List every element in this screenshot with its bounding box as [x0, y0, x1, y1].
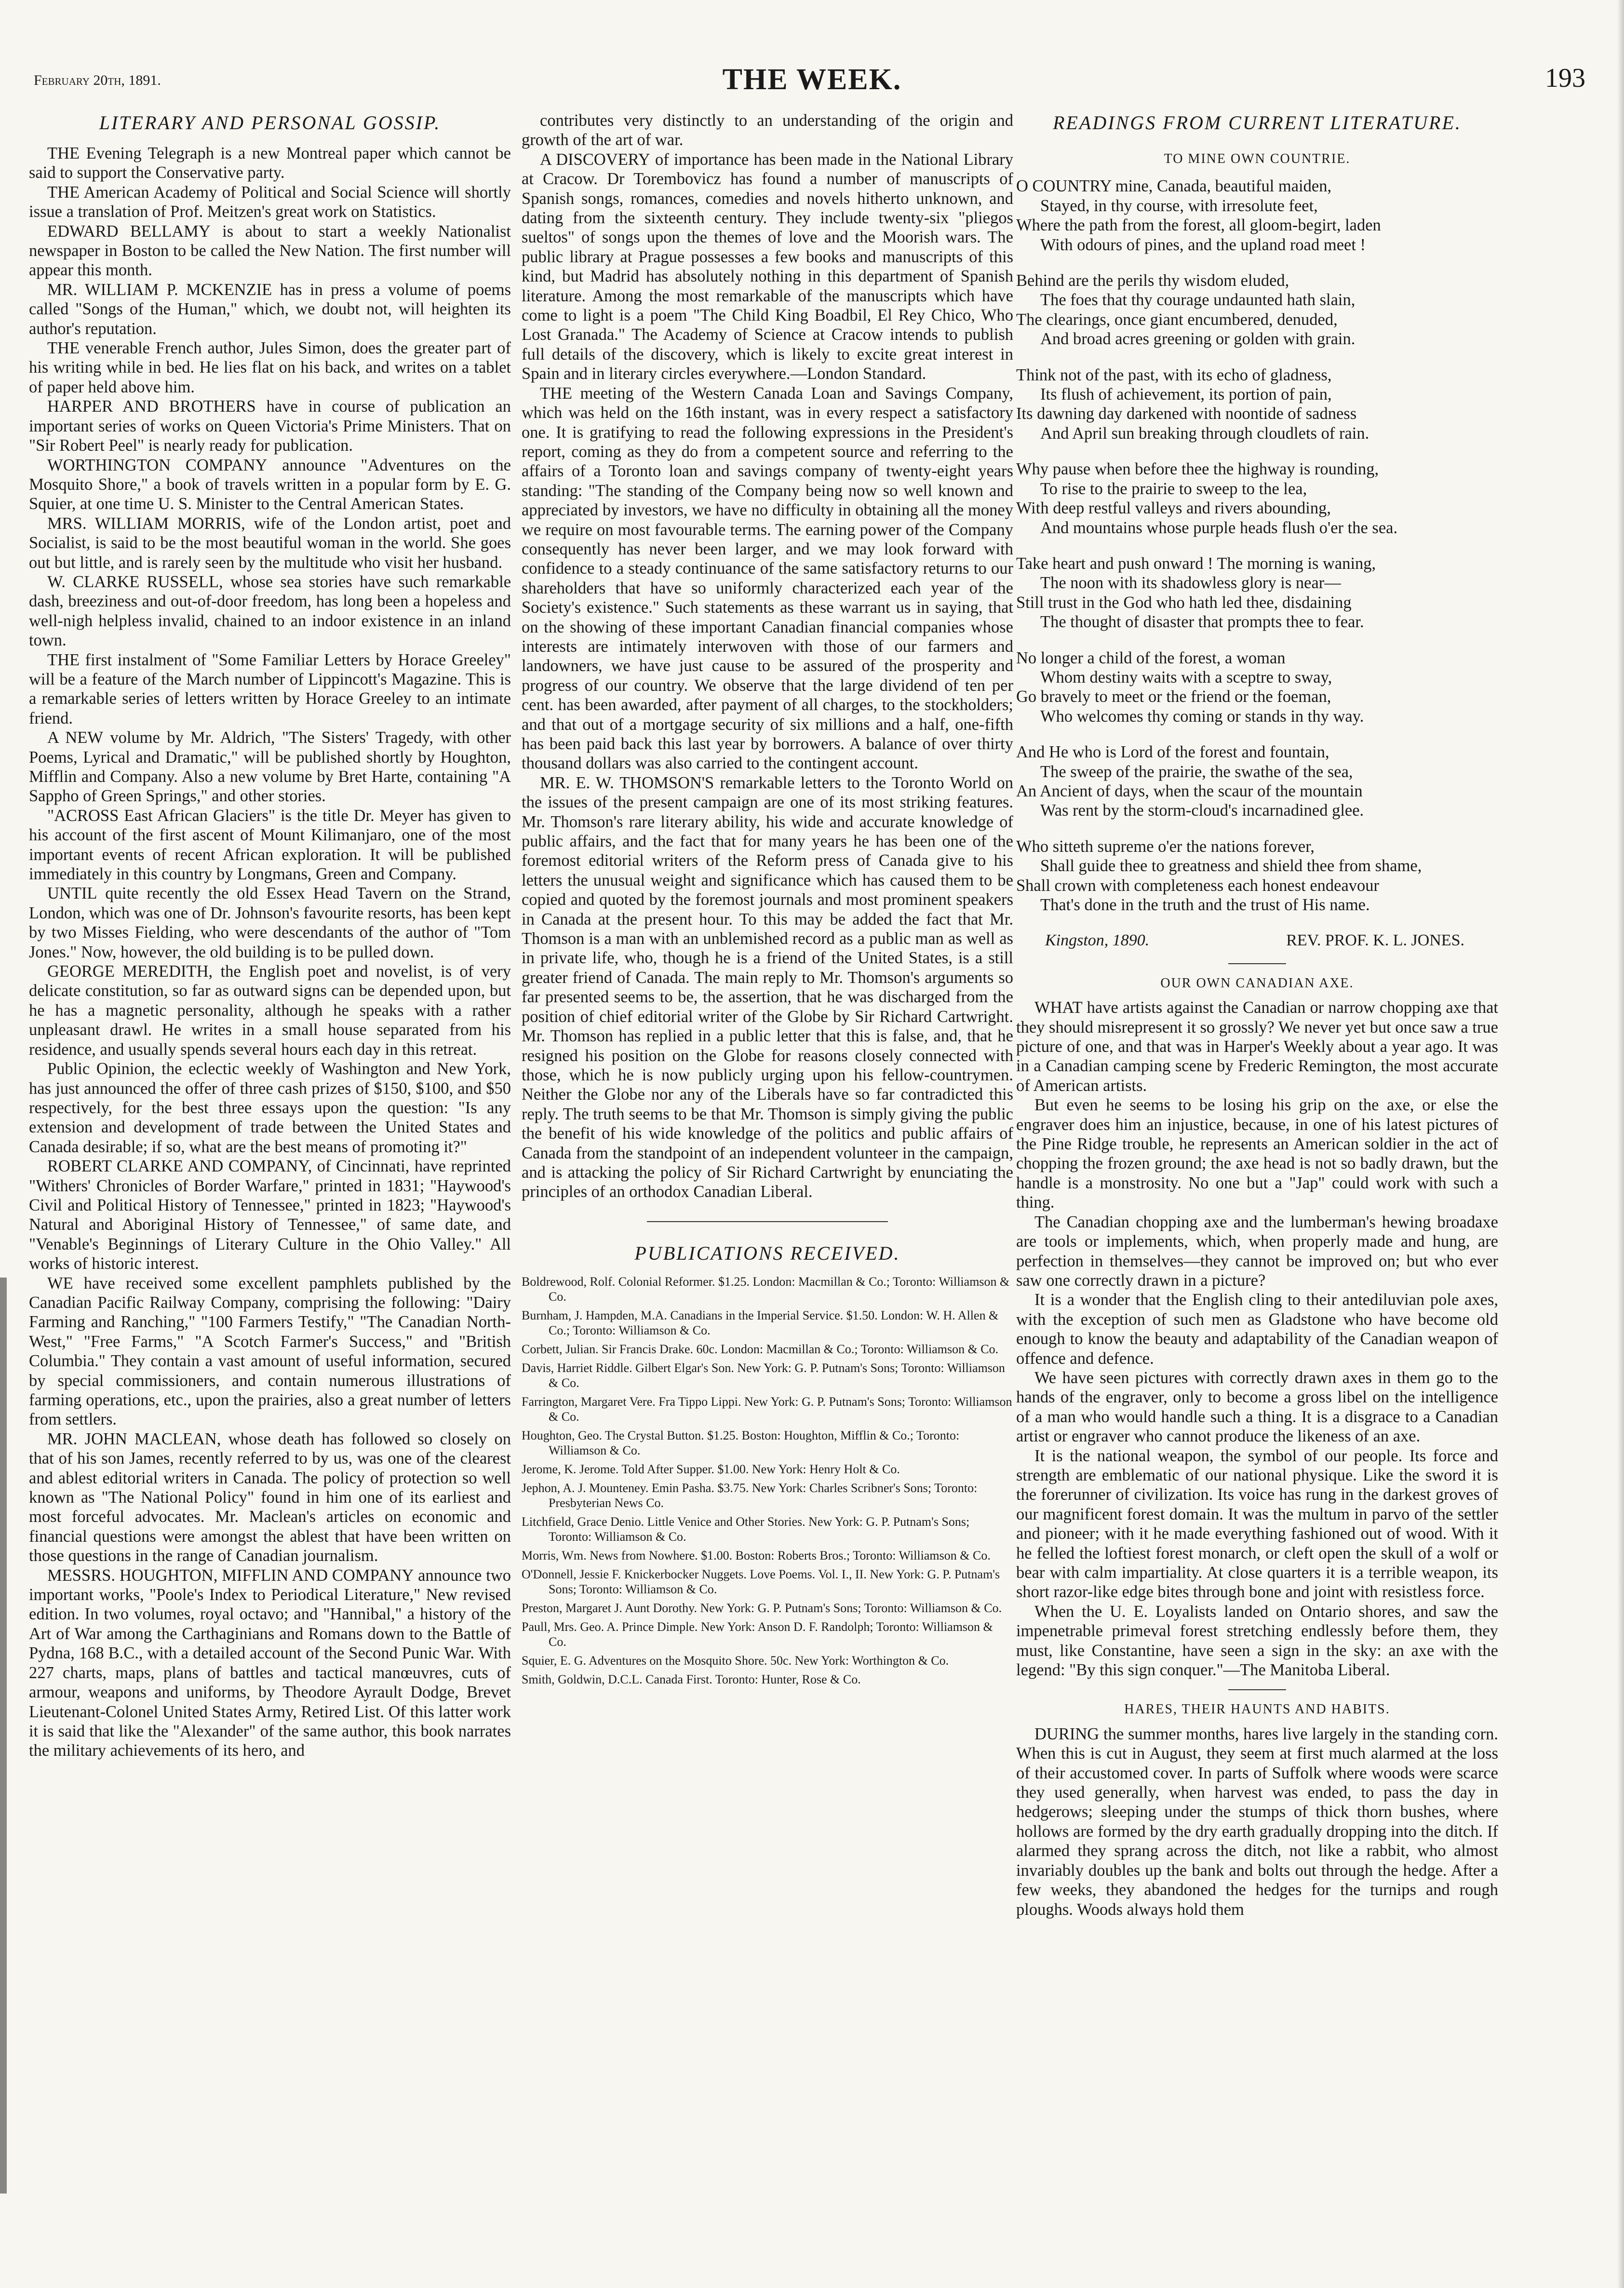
paragraph	[29, 1157, 511, 1273]
poem-stanza	[1016, 837, 1498, 915]
paragraph	[522, 150, 1013, 384]
publication-entry: Burnham, J. Hampden, M.A. Canadians in the Imperial Service. $1.50. London: W. H. Allen & Co.; Toronto: Williamson & Co.	[522, 1308, 999, 1337]
page-header	[29, 53, 1595, 96]
poem-line: Still trust in the God who hath led thee, disdaining	[1016, 593, 1352, 612]
paragraph-lead: MR. JOHN MACLEAN,	[47, 1429, 221, 1448]
paragraph-lead: HARPER AND BROTHERS	[47, 397, 256, 416]
paragraph	[29, 456, 511, 514]
poem-line: Think not of the past, with its echo of gladness,	[1016, 365, 1332, 384]
paragraph-text: whose sea stories have such remarkable dash, breeziness and out-of-door freedom, has long been a hopeless and well-nigh helpless invalid, chained to an indoor existence in an inland town.	[29, 572, 511, 650]
middle-paragraphs	[522, 111, 1013, 1202]
poem-stanza	[1016, 365, 1498, 444]
paragraph	[29, 1274, 511, 1429]
paragraph	[1016, 1446, 1498, 1602]
poem-line: Whom destiny waits with a sceptre to sway,	[1040, 668, 1332, 686]
publication-entry: Paull, Mrs. Geo. A. Prince Dimple. New York: Anson D. F. Randolph; Toronto: Williamson & Co.	[522, 1619, 993, 1649]
paragraph-lead: EDWARD BELLAMY	[47, 222, 211, 241]
paragraph-lead: WORTHINGTON COMPANY	[47, 456, 268, 474]
paragraph	[1016, 1368, 1498, 1446]
poem-line: Its dawning day darkened with noontide of sadness	[1016, 404, 1357, 423]
publication-entry: Houghton, Geo. The Crystal Button. $1.25. Boston: Houghton, Mifflin & Co.; Toronto: Williamson & Co.	[522, 1428, 960, 1457]
paragraph-text: have artists against the Canadian or narrow chopping axe that they should misrepresent it so grossly? We never yet but once saw a true picture of one, and that was in Harper's Weekly about a year ago. It was in a Canadian camping scene by Frederic Remington, the most accurate of American artists.	[1016, 998, 1498, 1095]
paragraph-text: announce "Adventures on the Mosquito Shore," a book of travels written in a popular form by E. G. Squier, at one time U. S. Minister to the Central American States.	[29, 456, 511, 513]
poem-stanza	[1016, 176, 1498, 255]
poem-line: With deep restful valleys and rivers abounding,	[1016, 499, 1331, 518]
poem-stanza	[1016, 648, 1498, 727]
poem-signature	[1016, 931, 1498, 950]
paragraph-lead: A DISCOVERY	[540, 150, 650, 169]
paragraph-lead: UNTIL	[47, 884, 97, 903]
paragraph-text: the summer months, hares live largely in the standing corn. When this is cut in August, they seem at first much alarmed at the loss of their accustomed cover. In parts of Suffolk where woods were scarce they used generally, when harvest was ended, to pass the day in hedgerows; sleeping under the stumps of thick thorn bushes, where hollows are formed by the dry earth gradually dropping into the ditch. If alarmed they sprang across the ditch, not like a rabbit, who almost invariably doubles up the bank and bolts out through the hedge. After a few weeks, they abandoned the hedges for the turnips and rough ploughs. Woods always hold them	[1016, 1724, 1498, 1919]
paragraph-text: American Academy of Political and Social Science will shortly issue a translation of Prof. Meitzen's great work on Statistics.	[29, 183, 511, 221]
signature-place: Kingston, 1890.	[1045, 931, 1150, 950]
paragraph-text: It is the national weapon, the symbol of our people. Its force and strength are emblematic of our national physique. Like the sword it is the forerunner of civilization. Its voice has rung in the darkest groves of our magnificent forest domain. It was the multum in parvo of the settler and pioneer; with it he made everything fashioned out of wood. With it he felled the loftiest forest monarch, or cleft open the skull of a wolf or bear with calm impartiality. At close quarters it is a terrible weapon, its short razor-like edge bites through bone and joint with resistless force.	[1016, 1446, 1498, 1602]
paragraph-text: But even he seems to be losing his grip on the axe, or else the engraver does him an injustice, because, in one of his latest pictures of the Pine Ridge trouble, he represents an American soldier in the act of chopping the frozen ground; the axe head is not so badly drawn, but the handle is a monstrosity. No one but a "Jap" could work with such a thing.	[1016, 1096, 1498, 1212]
paragraph-text: It is a wonder that the English cling to their antediluvian pole axes, with the exception of such men as Gladstone who have become old enough to know the beauty and adaptability of the Canadian weapon of offence and defence.	[1016, 1291, 1498, 1368]
paragraph	[522, 111, 1013, 150]
gossip-paragraphs	[29, 144, 511, 1761]
paragraph-lead: THE	[47, 339, 80, 358]
axe-article-body	[1016, 998, 1498, 1680]
paragraph	[29, 514, 511, 572]
poem-line: The noon with its shadowless glory is near—	[1040, 574, 1341, 592]
section-heading-gossip: LITERARY AND PERSONAL GOSSIP.	[99, 112, 441, 134]
paragraph-text: the English poet and novelist, is of very delicate constitution, so far as outward signs can be depended upon, but he has a magnetic personality, although he speaks with a rather unpleasant drawl. He writes in a small house separated from his residence, and usually spends several hours each day in this retreat.	[29, 962, 511, 1059]
paragraph-text: is about to start a weekly Nationalist newspaper in Boston to be called the New Nation. The first number will appear this month.	[29, 222, 511, 280]
paragraph-text: has in press a volume of poems called "Songs of the Human," which, we doubt not, will heighten its author's reputation.	[29, 280, 511, 338]
poem-line: And April sun breaking through cloudlets of rain.	[1040, 424, 1369, 443]
paragraph	[1016, 1290, 1498, 1368]
paragraph	[29, 1059, 511, 1157]
paragraph-text: first instalment of "Some Familiar Letters by Horace Greeley" will be a feature of the March number of Lippincott's Magazine. This is a remarkable series of letters written by Horace Greeley to an intimate friend.	[29, 650, 511, 727]
divider	[1228, 1689, 1286, 1690]
hares-article-body	[1016, 1724, 1498, 1919]
masthead-title: THE WEEK.	[722, 63, 902, 96]
poem-line: Who sitteth supreme o'er the nations forever,	[1016, 837, 1315, 856]
section-heading-readings: READINGS FROM CURRENT LITERATURE.	[1053, 112, 1462, 134]
paragraph-text: meeting of the Western Canada Loan and Savings Company, which was held on the 16th instant, was in every respect a satisfactory one. It is gratifying to read the following expressions in the President's report, coming as they do from a competent source and referring to the affairs of a Toronto loan and savings company of twenty-eight years standing: "The standing of the Company being now so well known and appreciated by investors, we have no difficulty in obtaining all the money we require on most favourable terms. The earning power of the Company consequently has never been larger, and we may look forward with confidence to a steady continuance of the same satisfactory returns to our shareholders that have so uniformly characterized each year of the Society's existence." Such statements as these warrant us in saying, that on the showing of these important Canadian financial companies whose interests are intimately interwoven with those of our farmers and landowners, we have just cause to be assured of the prosperity and progress of our country. We observe that the large dividend of ten per cent. has been awarded, after payment of all charges, to the stockholders; and that out of a mortgage security of six millions and a half, one-fifth has been paid back this last year by borrowers. A balance of over thirty thousand dollars was also carried to the contingent account.	[522, 384, 1013, 773]
poem-line: An Ancient of days, when the scaur of the mountain	[1016, 781, 1363, 800]
paragraph-text: whose death has followed so closely on that of his son James, recently referred to by us, was one of the clearest and ablest editorial writers in Canada. The policy of protection so well known as "The National Policy" found in him one of its earliest and most forceful advocates. Mr. Maclean's articles on economic and financial questions were amongst the ablest that have been written on those questions in the range of Canadian journalism.	[29, 1429, 511, 1565]
page-number: 193	[1545, 63, 1585, 93]
paragraph	[522, 773, 1013, 1202]
poem-line: That's done in the truth and the trust of His name.	[1040, 896, 1370, 914]
divider	[1228, 963, 1286, 964]
paragraph-lead: WHAT	[1034, 998, 1083, 1017]
paragraph-lead: THE	[47, 650, 80, 669]
poem-stanza	[1016, 554, 1498, 632]
paragraph-lead: GEORGE MEREDITH,	[47, 962, 213, 981]
poem-line: With odours of pines, and the upland road meet !	[1040, 235, 1366, 254]
poem-line: Shall guide thee to greatness and shield thee from shame,	[1040, 857, 1422, 875]
article-title-axe: OUR OWN CANADIAN AXE.	[1160, 975, 1354, 991]
poem-line: And broad acres greening or golden with grain.	[1040, 330, 1356, 349]
paragraph-text: The Canadian chopping axe and the lumberman's hewing broadaxe are tools or implements, which, when properly made and hung, are perfection in themselves—they cannot be improved on; but who ever saw one correctly drawn in a picture?	[1016, 1212, 1498, 1290]
paragraph	[29, 806, 511, 884]
publication-entry: Corbett, Julian. Sir Francis Drake. 60c. London: Macmillan & Co.; Toronto: Williamson & Co.	[522, 1342, 999, 1356]
poem-line: Stayed, in thy course, with irresolute feet,	[1040, 196, 1318, 215]
paragraph-text: wife of the London artist, poet and Socialist, is said to be the most beautiful woman in the world. She goes out but little, and is rarely seen by the multitude who visit her husband.	[29, 514, 511, 572]
poem-line: Take heart and push onward ! The morning is waning,	[1016, 554, 1376, 573]
paragraph-text: remarkable letters to the Toronto World on the issues of the present campaign are one of its most striking features. Mr. Thomson's rare literary ability, his wide and accurate knowledge of public affairs, and the fact that for many years he has been one of the foremost editorial writers of the Reform press of Canada give to his letters the unusual weight and significance which has caused them to be copied and quoted by the foremost journals and most prominent speakers in Canada at the present hour. To this may be added the fact that Mr. Thomson is a man with an unblemished record as a public man as well as in private life, who, though he is a friend of the United States, is a still greater friend of Canada. The main reply to Mr. Thomson's arguments so far presented seems to be, the assertion, that he was discharged from the position of chief editorial writer of the Globe by Sir Richard Cartwright. Mr. Thomson has replied in a public letter that this is false, and, that he resigned his position on the Globe for reasons closely connected with those, which he is now publicly urging upon his fellow-countrymen. Neither the Globe nor any of the Liberals have so far contradicted this reply. The truth seems to be that Mr. Thomson is simply giving the public the benefit of his wide knowledge of the politics and public affairs of Canada from the standpoint of an independent volunteer in the campaign, and is attacking the policy of Sir Richard Cartwright by enunciating the principles of an orthodox Canadian Liberal.	[522, 773, 1013, 1201]
poem-line: The thought of disaster that prompts thee to fear.	[1040, 613, 1364, 632]
publication-entry: Davis, Harriet Riddle. Gilbert Elgar's Son. New York: G. P. Putnam's Sons; Toronto: Williamson & Co.	[522, 1360, 1005, 1390]
paragraph-text: Public Opinion, the eclectic weekly of Washington and New York, has just announced the offer of three cash prizes of $150, $100, and $50 respectively, for the best three essays upon the question: "Is any extension and development of trade between the United States and Canada desirable; if so, what are the best means of promoting it?"	[29, 1060, 511, 1156]
paragraph-text: have received some excellent pamphlets published by the Canadian Pacific Railway Company, comprising the following: "Dairy Farming and Ranching," "100 Farmers Testify," "The Canadian North-West," "Free Farms," "A Scotch Farmer's Success," and "British Columbia." They contain a vast amount of useful information, secured by special commissioners, and contain numerous illustrations of farming operations, etc., upon the prairies, also a great number of letters from settlers.	[29, 1274, 511, 1429]
paragraph-lead: MR. WILLIAM P. MCKENZIE	[47, 280, 272, 299]
poem-line: The foes that thy courage undaunted hath slain,	[1040, 291, 1356, 310]
column-readings	[1016, 111, 1498, 1919]
poem-line: Where the path from the forest, all gloom-begirt, laden	[1016, 216, 1381, 235]
paragraph-lead: MR. E. W. THOMSON'S	[540, 773, 714, 792]
paragraph-text: volume by Mr. Aldrich, "The Sisters' Tragedy, with other Poems, Lyrical and Dramatic," will be published shortly by Houghton, Mifflin and Company. Also a new volume by Bret Harte, containing "A Sappho of Green Springs," and other stories.	[29, 728, 511, 806]
paragraph	[1016, 998, 1498, 1095]
paragraph	[29, 338, 511, 397]
poem-line: Who welcomes thy coming or stands in thy way.	[1040, 707, 1364, 726]
poem-stanza	[1016, 459, 1498, 538]
poem-stanza	[1016, 742, 1498, 821]
paragraph	[29, 280, 511, 338]
paragraph-lead: A NEW	[47, 728, 103, 747]
paragraph-text: venerable French author, Jules Simon, does the greater part of his writing while in bed. He lies flat on his back, and writes on a tablet of paper held above him.	[29, 339, 511, 396]
publication-entry: Boldrewood, Rolf. Colonial Reformer. $1.25. London: Macmillan & Co.; Toronto: Williamson & Co.	[522, 1274, 1010, 1304]
paragraph	[29, 962, 511, 1059]
publication-entry: O'Donnell, Jessie F. Knickerbocker Nuggets. Love Poems. Vol. I., II. New York: G. P. Putnam's Sons; Toronto: Williamson & Co.	[522, 1567, 1000, 1596]
paragraph	[29, 397, 511, 455]
issue-date: February 20th, 1891.	[34, 72, 161, 88]
paragraph-text: When the U. E. Loyalists landed on Ontario shores, and saw the impenetrable primeval forest stretching endlessly before them, they must, like Constantine, have seen a sign in the sky: an axe with the legend: "By this sign conquer."—The Manitoba Liberal.	[1016, 1602, 1498, 1680]
paragraph	[1016, 1095, 1498, 1212]
signature-name: REV. PROF. K. L. JONES.	[1286, 931, 1464, 950]
publications-list	[522, 1274, 1013, 1687]
paragraph-lead: THE	[47, 183, 80, 202]
paragraph	[1016, 1212, 1498, 1291]
paragraph-lead: MRS. WILLIAM MORRIS,	[47, 514, 245, 533]
paragraph	[1016, 1602, 1498, 1680]
poem-line: To rise to the prairie to sweep to the lea,	[1040, 479, 1307, 498]
publication-entry: Jerome, K. Jerome. Told After Supper. $1.00. New York: Henry Holt & Co.	[522, 1462, 900, 1476]
paragraph-lead: DURING	[1034, 1724, 1100, 1743]
publication-entry: Morris, Wm. News from Nowhere. $1.00. Boston: Roberts Bros.; Toronto: Williamson & Co.	[522, 1548, 991, 1562]
paragraph	[29, 650, 511, 728]
poem-title: TO MINE OWN COUNTRIE.	[1164, 151, 1351, 166]
publication-entry: Smith, Goldwin, D.C.L. Canada First. Toronto: Hunter, Rose & Co.	[522, 1672, 861, 1686]
paragraph-text: quite recently the old Essex Head Tavern on the Strand, London, which was one of Dr. Johnson's favourite resorts, has been kept by two Misses Fielding, who were descendants of the author of "Tom Jones." Now, however, the old building is to be pulled down.	[29, 884, 511, 961]
article-title-hares: HARES, THEIR HAUNTS AND HABITS.	[1124, 1702, 1390, 1717]
paragraph	[29, 144, 511, 183]
paragraph	[522, 384, 1013, 773]
paragraph-text: contributes very distinctly to an understanding of the origin and growth of the art of war.	[522, 111, 1013, 149]
paragraph	[29, 222, 511, 280]
poem-line: The sweep of the prairie, the swathe of the sea,	[1040, 762, 1353, 781]
paragraph-lead: THE	[47, 144, 80, 162]
paragraph	[29, 1566, 511, 1761]
poem-line: No longer a child of the forest, a woman	[1016, 648, 1286, 667]
binding-edge-shadow	[0, 1278, 16, 2194]
publication-entry: Preston, Margaret J. Aunt Dorothy. New York: G. P. Putnam's Sons; Toronto: Williamson & Co.	[522, 1601, 1002, 1615]
paragraph-text: announce two important works, "Poole's Index to Periodical Literature," New revised edition. In two volumes, royal octavo; and "Hannibal," a history of the Art of War among the Carthaginians and Romans down to the Battle of Pydna, 168 B.C., with a detailed account of the Second Punic War. With 227 charts, maps, plans of battles and tactical manœuvres, cuts of armour, weapons and uniforms, by Theodore Ayrault Dodge, Brevet Lieutenant-Colonel United States Army, Retired List. Of this latter work it is said that like the "Alexander" of the same author, this book narrates the military achievements of its hero, and	[29, 1566, 511, 1760]
paragraph-text: We have seen pictures with correctly drawn axes in them go to the hands of the engraver, only to become a gross libel on the intelligence of a man who would handle such a thing. It is a disgrace to a Canadian artist or engraver who cannot produce the likeness of an axe.	[1016, 1368, 1498, 1446]
publication-entry: Squier, E. G. Adventures on the Mosquito Shore. 50c. New York: Worthington & Co.	[522, 1653, 949, 1668]
page-edge-shadow	[1617, 0, 1624, 2288]
publication-entry: Jephon, A. J. Mounteney. Emin Pasha. $3.75. New York: Charles Scribner's Sons; Toronto: Presbyterian News Co.	[522, 1480, 978, 1510]
paragraph-lead: WE	[47, 1274, 73, 1292]
poem-line: Its flush of achievement, its portion of pain,	[1040, 385, 1332, 404]
paragraph	[29, 183, 511, 222]
poem-line: And mountains whose purple heads flush o'er the sea.	[1040, 518, 1398, 537]
paragraph-text: of Cincinnati, have reprinted "Withers' Chronicles of Border Warfare," printed in 1831; "Haywood's Civil and Political History of Tennessee," printed in 1823; "Haywood's Natural and Aboriginal History of Tennessee," of same date, and "Venable's Beginnings of Literary Culture in the Ohio Valley." All works of historic interest.	[29, 1157, 511, 1273]
paragraph-text: of importance has been made in the National Library at Cracow. Dr Torembovicz has found a number of manuscripts of Spanish songs, romances, comedies and novels hitherto unknown, and dating from the sixteenth century. They include twenty-six "pliegos sueltos" of songs upon the themes of love and the Moorish wars. The public library at Prague possesses a few books and manuscripts of this kind, but Madrid has absolutely nothing in this department of Spanish literature. Among the most remarkable of the manuscripts which have come to light is a poem "The Child King Boadbil, El Rey Chico, Who Lost Granada." The Academy of Science at Cracow intends to publish full details of the discovery, which is likely to excite great interest in Spain and in literary circles everywhere.—London Standard.	[522, 150, 1013, 383]
poem-line: And He who is Lord of the forest and fountain,	[1016, 743, 1329, 762]
section-divider	[647, 1221, 888, 1222]
poem-line: O COUNTRY mine, Canada, beautiful maiden,	[1016, 177, 1332, 196]
poem-body	[1016, 176, 1498, 915]
paragraph-text: have in course of publication an important series of works on Queen Victoria's Prime Ministers. That on "Sir Robert Peel" is nearly ready for publication.	[29, 397, 511, 455]
poem-line: Was rent by the storm-cloud's incarnadined glee.	[1040, 801, 1364, 820]
poem-stanza	[1016, 271, 1498, 349]
paragraph-text: Evening Telegraph is a new Montreal paper which cannot be said to support the Conservative party.	[29, 144, 511, 182]
paragraph-text: East African Glaciers" is the title Dr. Meyer has given to his account of the first ascent of Mount Kilimanjaro, one of the most important events of recent African exploration. It will be published immediately in this country by Longmans, Green and Company.	[29, 806, 511, 884]
paragraph-lead: THE	[540, 384, 573, 403]
paragraph	[29, 572, 511, 650]
paragraph	[29, 728, 511, 806]
paragraph	[29, 884, 511, 962]
paragraph-lead: W. CLARKE RUSSELL,	[47, 572, 223, 591]
poem-line: Go bravely to meet or the friend or the foeman,	[1016, 687, 1331, 706]
paragraph-lead: "ACROSS	[47, 806, 119, 825]
section-heading-publications: PUBLICATIONS RECEIVED.	[634, 1242, 900, 1264]
column-literary-gossip	[29, 111, 511, 1761]
poem-line: Shall crown with completeness each honest endeavour	[1016, 876, 1380, 895]
publication-entry: Farrington, Margaret Vere. Fra Tippo Lippi. New York: G. P. Putnam's Sons; Toronto: Williamson & Co.	[522, 1394, 1012, 1424]
poem-line: Why pause when before thee the highway is rounding,	[1016, 460, 1379, 479]
paragraph-lead: MESSRS. HOUGHTON, MIFFLIN AND COMPANY	[47, 1566, 414, 1585]
paragraph-lead: ROBERT CLARKE AND COMPANY,	[47, 1157, 312, 1176]
poem-line: Behind are the perils thy wisdom eluded,	[1016, 271, 1289, 290]
column-middle	[522, 111, 1013, 1691]
paragraph	[1016, 1724, 1498, 1919]
paragraph	[29, 1429, 511, 1566]
publication-entry: Litchfield, Grace Denio. Little Venice and Other Stories. New York: G. P. Putnam's Sons; Toronto: Williamson & Co.	[522, 1514, 970, 1544]
poem-line: The clearings, once giant encumbered, denuded,	[1016, 310, 1338, 329]
